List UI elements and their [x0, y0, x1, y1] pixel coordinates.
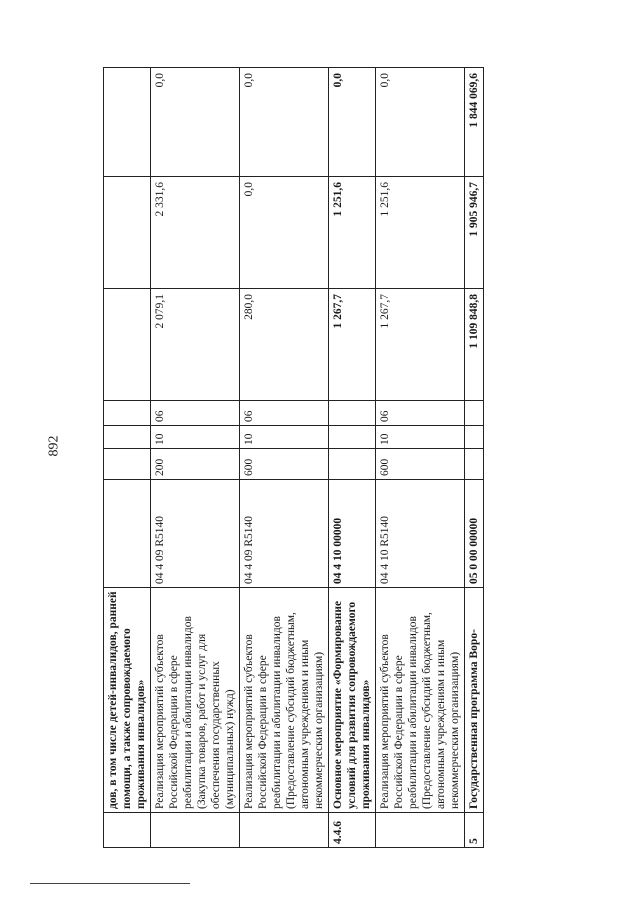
footer-rule: [30, 883, 190, 884]
row-rz: [465, 426, 484, 449]
budget-table: [103, 67, 484, 848]
row-index: [240, 813, 329, 848]
row-value-3: [104, 68, 151, 177]
row-vr: 200: [151, 449, 240, 480]
row-name: Реализация мероприятий субъектов Российской Федерации в сфере реабилитации и абилитации инвалидов (Предоставление субсидий бюджетным, автономным учреждениям и иным некоммерческим организациям): [240, 588, 329, 813]
row-index: [151, 813, 240, 848]
table-row: [329, 68, 376, 848]
row-vr: [465, 449, 484, 480]
row-rz: 10: [240, 426, 329, 449]
row-code: 04 4 09 R5140: [151, 480, 240, 588]
row-pr: 06: [376, 401, 465, 426]
row-code: 05 0 00 00000: [465, 480, 484, 588]
row-name: дов, в том числе детей-инвалидов, ранней помощи, а также сопровождаемого проживания инвалидов»: [104, 588, 151, 813]
table-body: [104, 68, 484, 848]
row-code: [104, 480, 151, 588]
row-name: Реализация мероприятий субъектов Российской Федерации в сфере реабилитации и абилитации инвалидов (Закупка товаров, работ и услуг для обеспечения государственных (муниципальных) нужд): [151, 588, 240, 813]
row-rz: [104, 426, 151, 449]
row-vr: [329, 449, 376, 480]
row-vr: 600: [376, 449, 465, 480]
table-row: [465, 68, 484, 848]
budget-table-rotated: [103, 68, 583, 848]
row-name: Реализация мероприятий субъектов Российской Федерации в сфере реабилитации и абилитации инвалидов (Предоставление субсидий бюджетным, автономным учреждениям и иным некоммерческим организациям): [376, 588, 465, 813]
row-pr: [465, 401, 484, 426]
table-row: [104, 68, 151, 848]
row-value-1: 280,0: [240, 289, 329, 401]
row-index: 4.4.6: [329, 813, 376, 848]
row-value-3: 0,0: [240, 68, 329, 177]
row-value-1: 2 079,1: [151, 289, 240, 401]
row-rz: 10: [151, 426, 240, 449]
table-row: [151, 68, 240, 848]
row-value-1: 1 267,7: [329, 289, 376, 401]
row-value-2: [104, 177, 151, 289]
table-row: [240, 68, 329, 848]
row-name: Государственная программа Воро-: [465, 588, 484, 813]
row-value-1: 1 109 848,8: [465, 289, 484, 401]
row-name: Основное мероприятие «Формирование условий для развития сопровождаемого проживания инвалидов»: [329, 588, 376, 813]
row-pr: [329, 401, 376, 426]
row-value-3: 0,0: [329, 68, 376, 177]
row-value-2: 1 251,6: [376, 177, 465, 289]
row-value-1: 1 267,7: [376, 289, 465, 401]
row-pr: 06: [240, 401, 329, 426]
row-code: 04 4 09 R5140: [240, 480, 329, 588]
row-rz: [329, 426, 376, 449]
row-pr: [104, 401, 151, 426]
row-value-3: 0,0: [376, 68, 465, 177]
row-value-3: 0,0: [151, 68, 240, 177]
page-number: 892: [46, 435, 62, 457]
row-value-2: 0,0: [240, 177, 329, 289]
row-index: [104, 813, 151, 848]
row-value-2: 2 331,6: [151, 177, 240, 289]
row-code: 04 4 10 R5140: [376, 480, 465, 588]
row-value-3: 1 844 069,6: [465, 68, 484, 177]
row-vr: [104, 449, 151, 480]
row-value-2: 1 251,6: [329, 177, 376, 289]
table-row: [376, 68, 465, 848]
row-pr: 06: [151, 401, 240, 426]
row-index: 5: [465, 813, 484, 848]
row-index: [376, 813, 465, 848]
row-rz: 10: [376, 426, 465, 449]
row-vr: 600: [240, 449, 329, 480]
row-value-1: [104, 289, 151, 401]
row-code: 04 4 10 00000: [329, 480, 376, 588]
row-value-2: 1 905 946,7: [465, 177, 484, 289]
